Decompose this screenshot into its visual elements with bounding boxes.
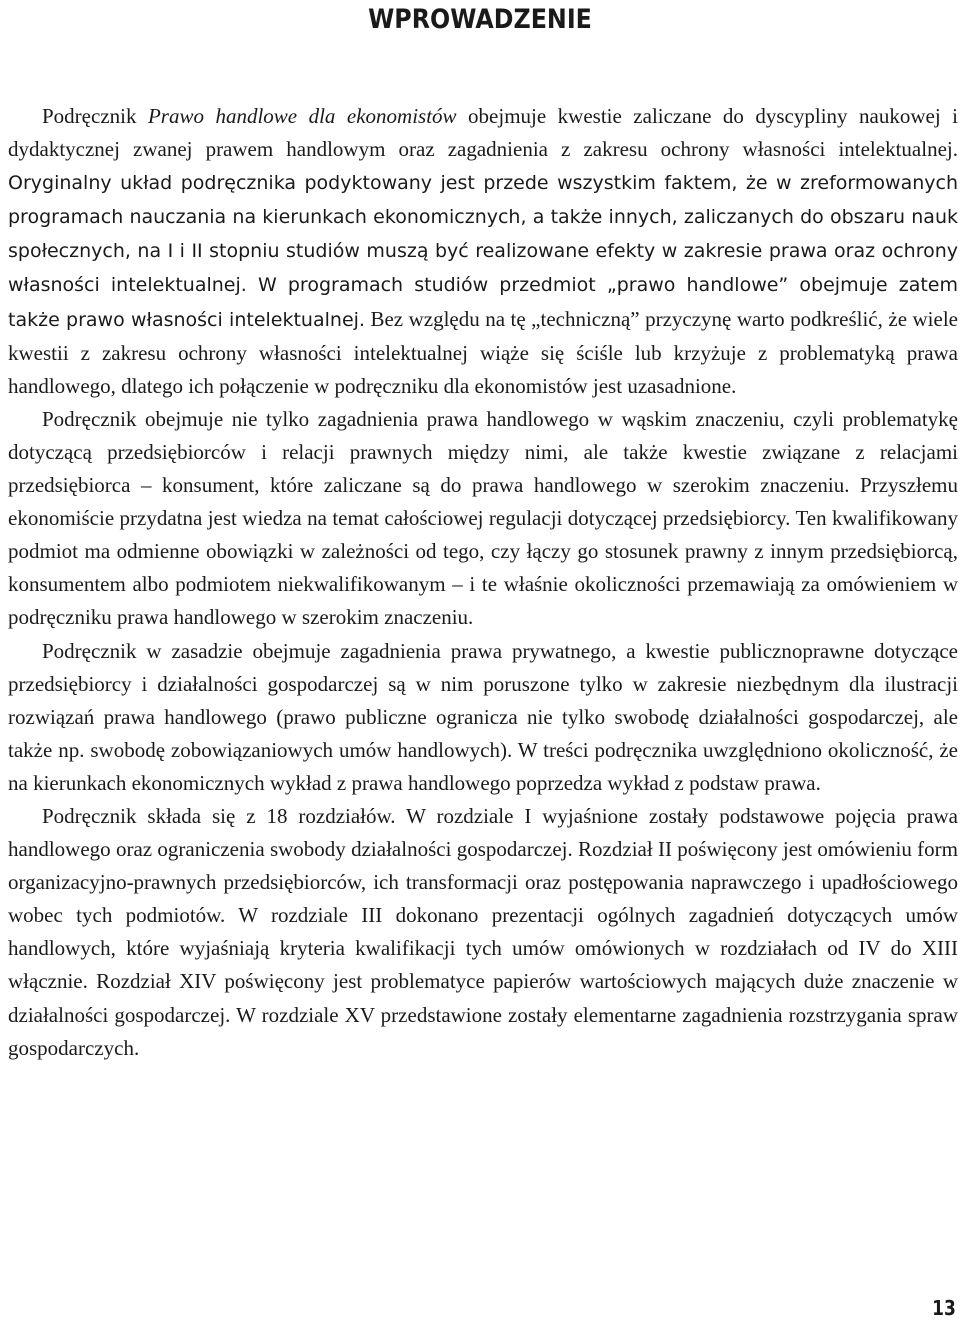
page-number: 13	[932, 1296, 956, 1320]
paragraph-2-run: Podręcznik obejmuje nie tylko zagadnienia prawa handlowego w wąskim znaczeniu, czyli problematykę dotyczącą przedsiębiorców i relacji prawnych między nimi, ale także kwestie związane z relacjami przedsiębiorca – konsument, które zaliczane są do prawa handlowego w szerokim znaczeniu. Przyszłemu ekonomiście przydatna jest wiedza na temat całościowej regulacji dotyczącej przedsiębiorcy. Ten kwalifikowany podmiot ma odmienne obowiązki w zależności od tego, czy łączy go stosunek prawny z innym przedsiębiorcą, konsumentem albo podmiotem niekwalifikowanym – i te właśnie okoliczności przemawiają za omówieniem w podręczniku prawa handlowego w szerokim znaczeniu.	[8, 406, 958, 630]
paragraph-1-run: Podręcznik	[42, 104, 148, 128]
paragraph-1	[8, 100, 958, 403]
paragraph-1-run: Bez względu na tę „techniczną” przyczynę warto podkreślić, że wiele kwestii z zakresu ochrony własności intelektualnej wiąże się ściśle lub krzyżuje z problematyką prawa handlowego, dlatego ich połączenie w podręczniku dla ekonomistów jest uzasadnione.	[8, 306, 958, 398]
paragraph-3	[8, 635, 958, 800]
body-text	[8, 100, 958, 1065]
paragraph-3-run: Podręcznik w zasadzie obejmuje zagadnienia prawa prywatnego, a kwestie publicznoprawne dotyczące przedsiębiorcy i działalności gospodarczej są w nim poruszone tylko w zakresie niezbędnym dla ilustracji rozwiązań prawa handlowego (prawo publiczne ogranicza nie tylko swobodę działalności gospodarczej, ale także np. swobodę zobowiązaniowych umów handlowych). W treści podręcznika uwzględniono okoliczność, że na kierunkach ekonomicznych wykład z prawa handlowego poprzedza wykład z podstaw prawa.	[8, 638, 958, 795]
paragraph-4	[8, 800, 958, 1065]
paragraph-2	[8, 403, 958, 635]
paragraph-4-run: Podręcznik składa się z 18 rozdziałów. W rozdziale I wyjaśnione zostały podstawowe pojęcia prawa handlowego oraz ograniczenia swobody działalności gospodarczej. Rozdział II poświęcony jest omówieniu form organizacyjno-prawnych przedsiębiorców, ich transformacji oraz postępowania naprawczego i upadłościowego wobec tych podmiotów. W rozdziale III dokonano prezentacji ogólnych zagadnień dotyczących umów handlowych, które wyjaśniają kryteria kwalifikacji tych umów omówionych w rozdziałach od IV do XIII włącznie. Rozdział XIV poświęcony jest problematyce papierów wartościowych mających duże znaczenie w działalności gospodarczej. W rozdziale XV przedstawione zostały elementarne zagadnienia rozstrzygania spraw gospodarczych.	[8, 803, 958, 1060]
book-title-italic: Prawo handlowe dla ekonomistów	[147, 104, 457, 128]
page-heading: WPROWADZENIE	[368, 4, 592, 35]
paragraph-1-run: obejmuje kwestie zaliczane do dyscypliny naukowej i dydaktycznej zwanej prawem handlowym oraz zagadnienia z zakresu ochrony własności intelektualnej.	[8, 104, 958, 162]
paragraph-1-sans-run: Oryginalny układ podręcznika podyktowany jest przede wszystkim faktem, że w zreformowanych programach nauczania na kierunkach ekonomicznych, a także innych, zaliczanych do obszaru nauk społecznych, na I i II stopniu studiów muszą być realizowane efekty w zakresie prawa oraz ochrony własności intelektualnej. W programach studiów przedmiot „prawo handlowe” obejmuje zatem także prawo własności intelektualnej.	[8, 172, 958, 331]
